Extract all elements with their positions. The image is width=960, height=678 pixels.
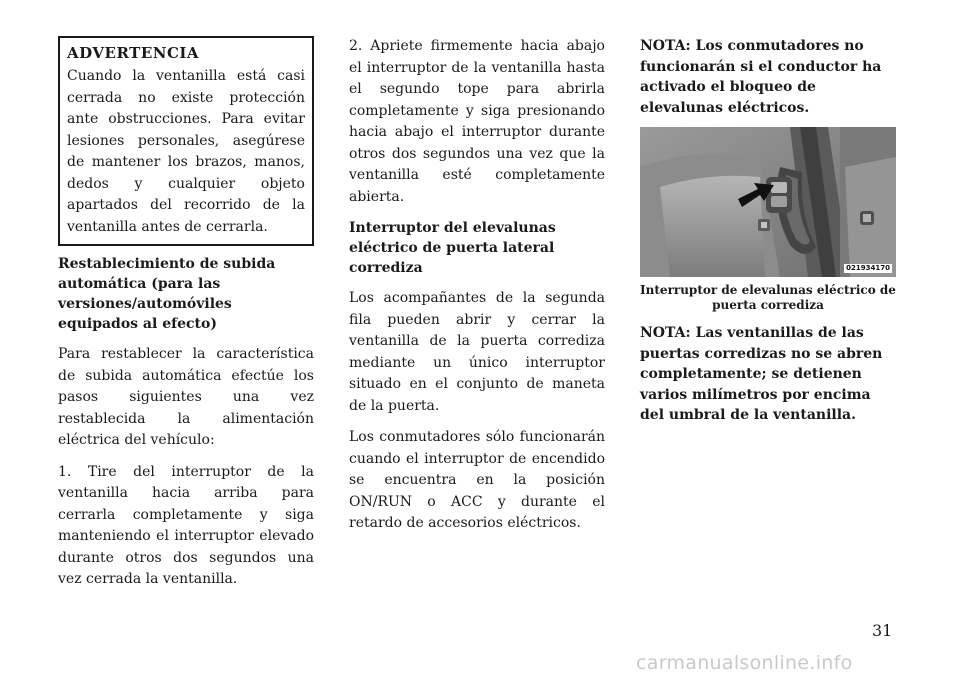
reset-heading: Restablecimiento de subida automática (para las versiones/automóviles equipados al efecto) xyxy=(58,256,276,332)
door-switch-illustration xyxy=(640,127,896,277)
note-text: Las ventanillas de las puertas corredizas no se abren completamente; se detienen varios milímetros por encima del umbral de la ventanilla. xyxy=(640,325,883,423)
door-switch-photo xyxy=(640,127,896,277)
reset-step-1: 1. Tire del interruptor de la ventanilla hacia arriba para cerrarla completamente y siga manteniendo el interruptor elevado durante otros dos segundos una vez cerrada la ventanilla. xyxy=(58,463,314,587)
note-windows-partial xyxy=(640,323,896,426)
column-right xyxy=(640,36,896,426)
column-left xyxy=(58,36,314,591)
column-middle xyxy=(349,36,605,535)
note-label: NOTA: xyxy=(640,325,691,341)
warning-box xyxy=(58,36,314,246)
figure-caption: Interruptor de elevalunas eléctrico de puerta corrediza xyxy=(640,283,896,312)
note-label: NOTA: xyxy=(640,38,691,54)
sliding-door-heading: Interruptor del elevalunas eléctrico de puerta lateral corrediza xyxy=(349,220,556,276)
sliding-door-para-1: Los acompañantes de la segunda fila pueden abrir y cerrar la ventanilla de la puerta corrediza mediante un único interruptor situado en el conjunto de maneta de la puerta. xyxy=(349,290,605,414)
reset-intro: Para restablecer la característica de subida automática efectúe los pasos siguientes una vez restablecida la alimentación eléctrica del vehículo: xyxy=(58,346,314,448)
warning-title: ADVERTENCIA xyxy=(67,44,200,62)
page-number: 31 xyxy=(872,621,893,640)
watermark: carmanualsonline.info xyxy=(636,652,853,674)
reset-step-2: 2. Apriete firmemente hacia abajo el interruptor de la ventanilla hasta el segundo tope para abrirla completamente y siga presionando hacia abajo el interruptor durante otros dos segundos una vez que la ventanilla esté completamente abierta. xyxy=(349,38,605,205)
note-text: Los conmutadores no funcionarán si el conductor ha activado el bloqueo de elevalunas eléctricos. xyxy=(640,38,882,116)
figure-code: 021934170 xyxy=(846,264,890,272)
note-controls-lockout xyxy=(640,36,896,118)
warning-text: Cuando la ventanilla está casi cerrada no existe protección ante obstrucciones. Para evitar lesiones personales, asegúrese de mantener los brazos, manos, dedos y cualquier objeto apartados del recorrido de la ventanilla antes de cerrarla. xyxy=(67,68,305,235)
sliding-door-para-2: Los conmutadores sólo funcionarán cuando el interruptor de encendido se encuentra en la posición ON/RUN o ACC y durante el retardo de accesorios eléctricos. xyxy=(349,429,605,531)
